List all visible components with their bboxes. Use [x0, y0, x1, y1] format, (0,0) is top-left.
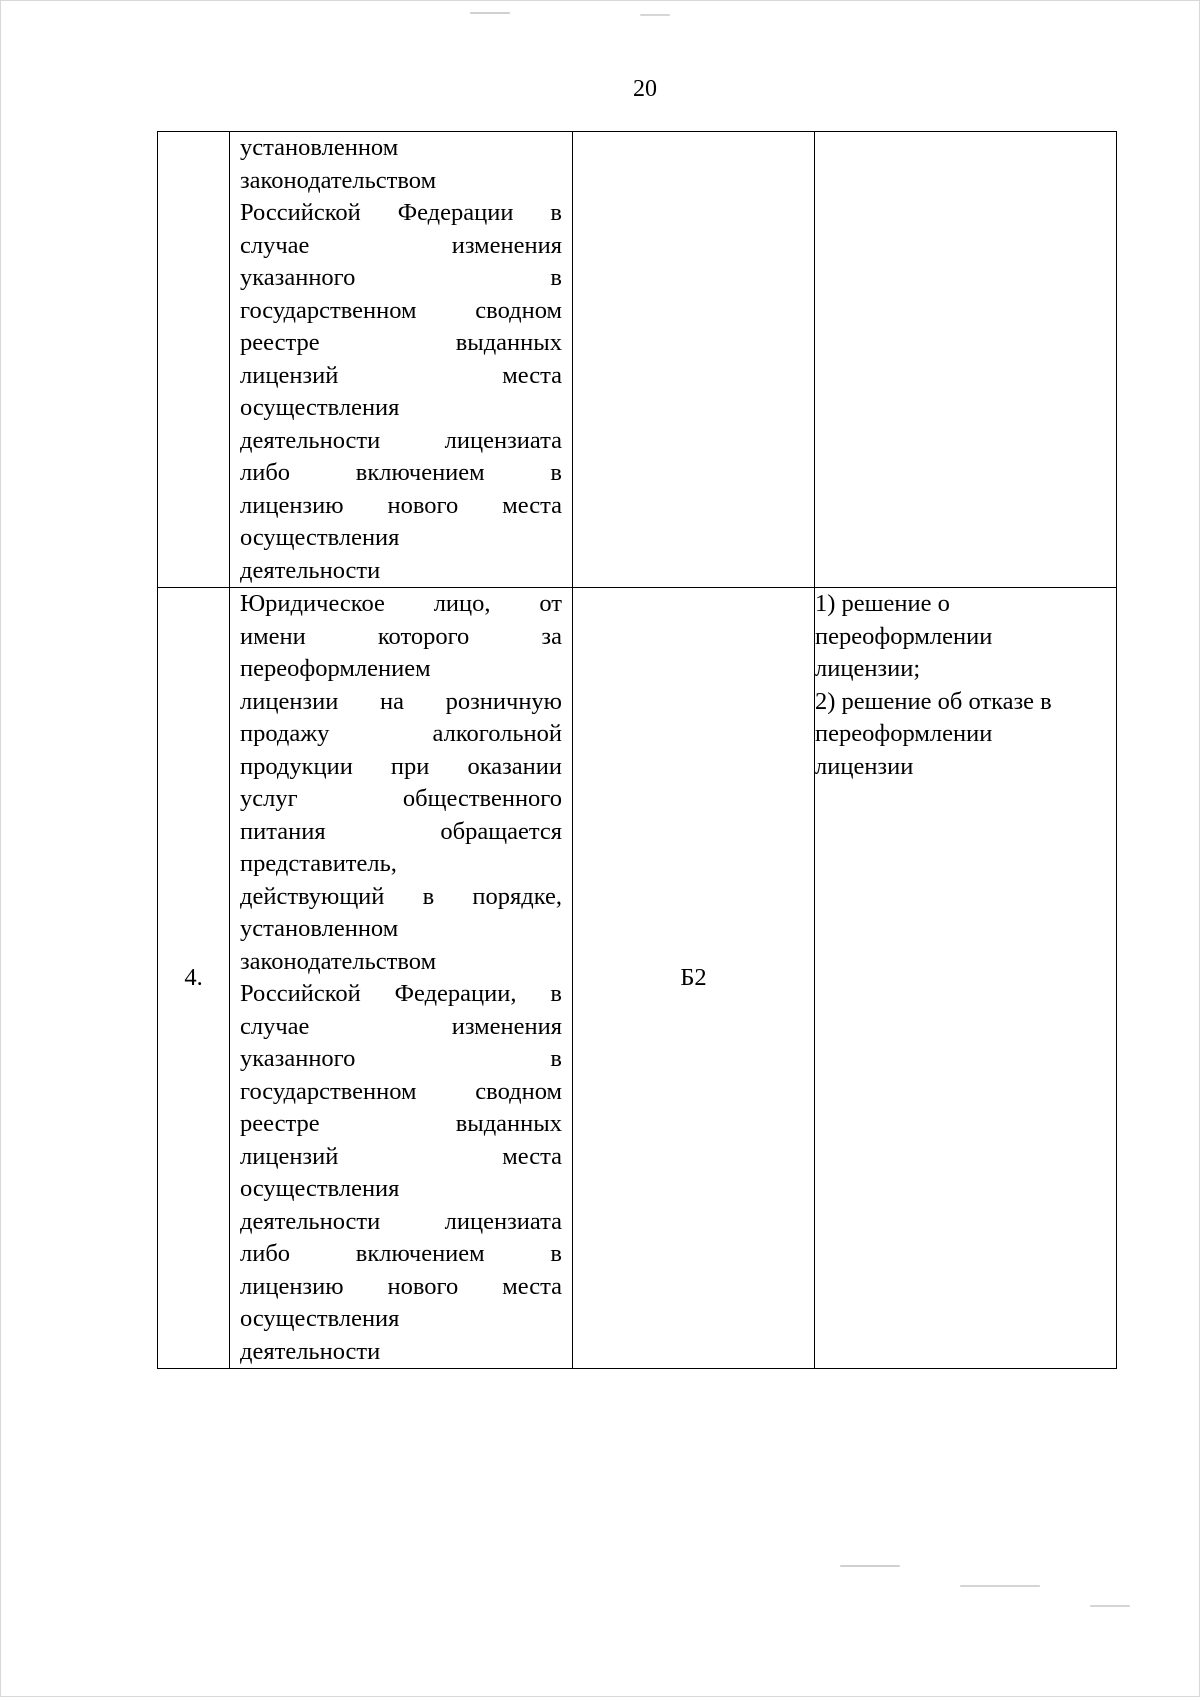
description-line: осуществления	[240, 524, 400, 551]
scan-noise	[1090, 1605, 1130, 1607]
description-line: либо включением в	[240, 1240, 562, 1267]
result-line: переоформлении	[815, 720, 993, 747]
description-line: продажу алкогольной	[240, 720, 562, 747]
result-line: 1) решение о	[815, 590, 950, 617]
description-line: лицензий места	[240, 361, 562, 389]
services-table	[157, 131, 1117, 1369]
result-line: лицензии;	[815, 655, 921, 682]
description-line: осуществления	[240, 1305, 400, 1332]
description-line: переоформлением	[240, 655, 431, 682]
description-line: государственном сводном	[240, 1077, 562, 1105]
description-line: случае изменения	[240, 1012, 562, 1040]
scan-noise	[640, 14, 670, 16]
description-line: Российской Федерации, в	[240, 980, 562, 1007]
table-row	[158, 588, 1117, 1369]
scan-noise	[470, 12, 510, 14]
description-line: деятельности лицензиата	[240, 426, 562, 454]
row-number-cell	[158, 132, 230, 588]
result-line: переоформлении	[815, 622, 993, 650]
description-line: случае изменения	[240, 231, 562, 259]
result-cell	[815, 588, 1117, 1369]
description-line: установленном	[240, 134, 399, 161]
result-line: лицензии	[815, 752, 914, 780]
description-line: осуществления	[240, 394, 400, 421]
result-cell	[815, 132, 1117, 588]
description-line: лицензии на розничную	[240, 687, 562, 715]
description-line: Юридическое лицо, от	[240, 590, 562, 617]
variant-code-cell	[573, 132, 815, 588]
description-line: деятельности	[240, 556, 381, 584]
description-line: реестре выданных	[240, 329, 562, 356]
scan-noise	[960, 1585, 1040, 1587]
description-line: либо включением в	[240, 459, 562, 486]
description-line: услуг общественного	[240, 785, 562, 812]
result-line: 2) решение об отказе в	[815, 687, 1052, 715]
scan-noise	[840, 1565, 900, 1567]
variant-code-cell: Б2	[573, 588, 815, 1369]
description-line: лицензию нового места	[240, 491, 562, 519]
description-line: деятельности лицензиата	[240, 1207, 562, 1235]
applicant-description-cell	[230, 588, 573, 1369]
description-line: лицензию нового места	[240, 1272, 562, 1300]
description-line: реестре выданных	[240, 1110, 562, 1137]
description-line: Российской Федерации в	[240, 199, 562, 226]
description-line: лицензий места	[240, 1142, 562, 1170]
description-line: указанного в	[240, 1045, 562, 1072]
description-line: осуществления	[240, 1175, 400, 1202]
applicant-description-cell	[230, 132, 573, 588]
description-line: деятельности	[240, 1337, 381, 1365]
page-number: 20	[633, 76, 657, 102]
table-row	[158, 132, 1117, 588]
description-line: законодательством	[240, 947, 437, 975]
description-line: питания обращается	[240, 817, 562, 845]
description-line: действующий в порядке,	[240, 882, 562, 910]
description-line: законодательством	[240, 166, 437, 194]
description-line: представитель,	[240, 850, 397, 877]
description-line: указанного в	[240, 264, 562, 291]
row-number-cell: 4.	[158, 588, 230, 1369]
description-line: имени которого за	[240, 622, 562, 650]
description-line: продукции при оказании	[240, 752, 562, 780]
description-line: государственном сводном	[240, 296, 562, 324]
description-line: установленном	[240, 915, 399, 942]
